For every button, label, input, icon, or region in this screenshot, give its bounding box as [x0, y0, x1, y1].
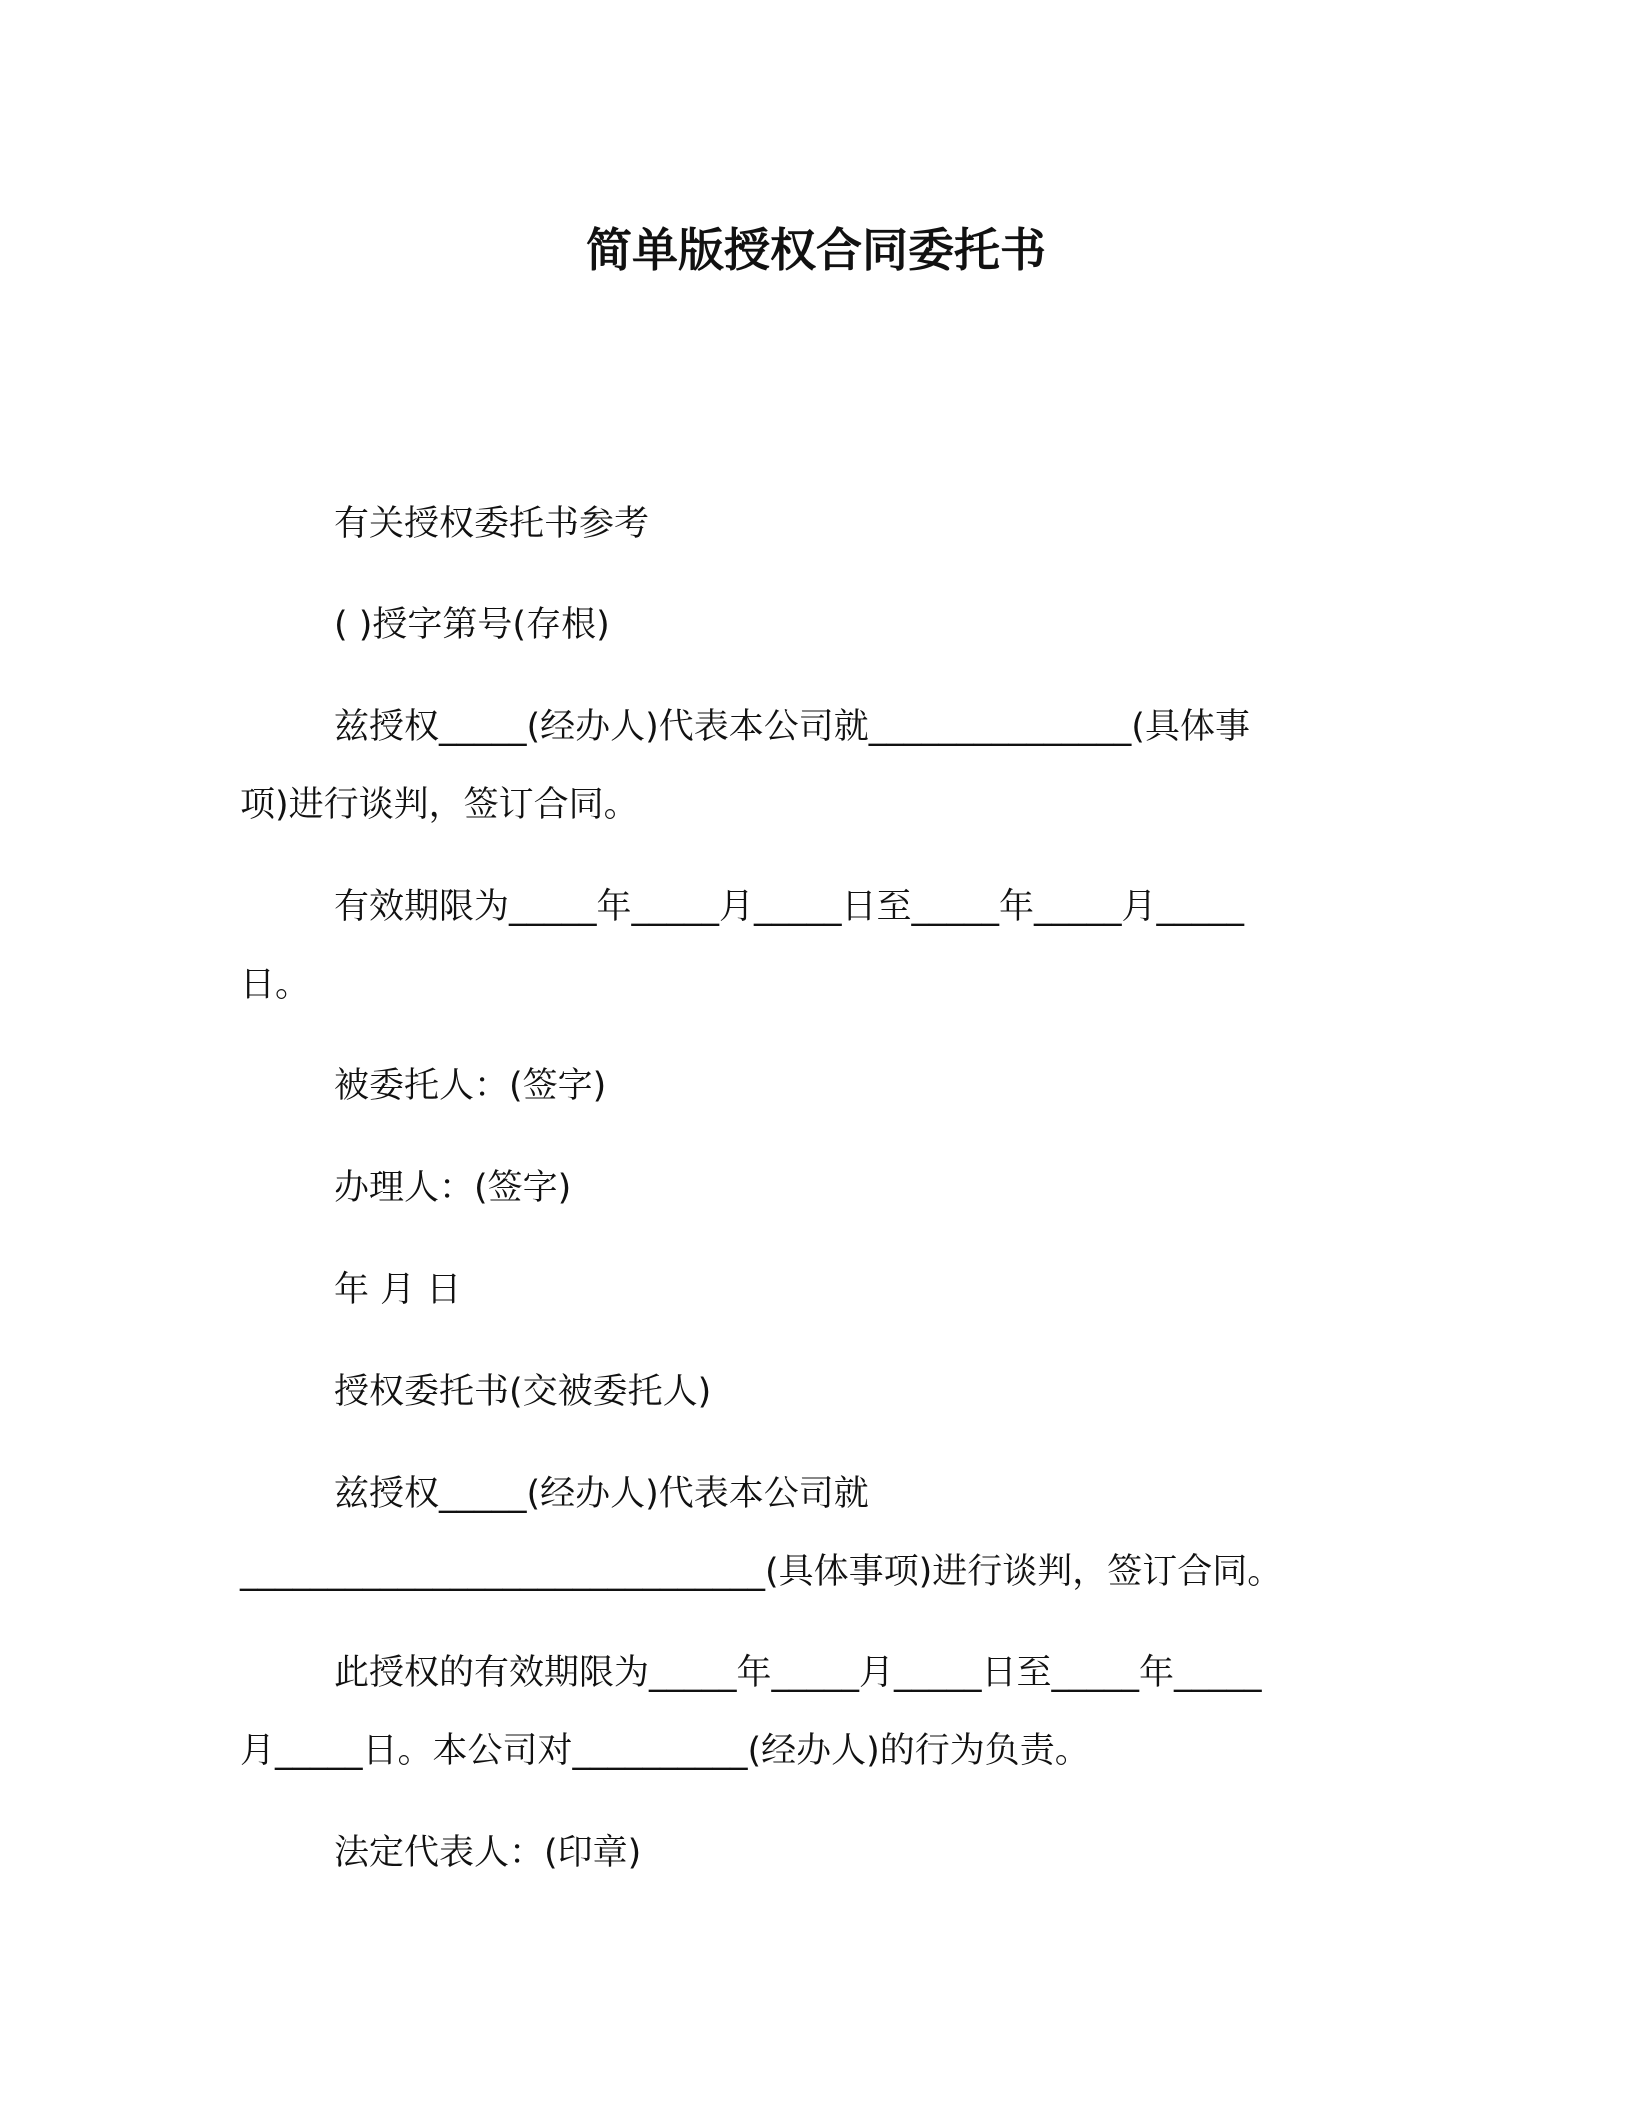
- paragraph-line: 办理人：(签字): [334, 1168, 572, 1208]
- paragraph-trustee-signature: [240, 1047, 1400, 1125]
- paragraph-date: [240, 1251, 1400, 1329]
- paragraph-authorization-letter: [240, 1455, 1400, 1611]
- paragraph-line: ______________________________(具体事项)进行谈判，签订合同。: [240, 1552, 1283, 1592]
- document-title: 简单版授权合同委托书: [586, 223, 1046, 277]
- paragraph-line: 此授权的有效期限为_____年_____月_____日至_____年_____: [334, 1653, 1262, 1693]
- paragraph-line: 兹授权_____(经办人)代表本公司就_______________(具体事: [334, 707, 1250, 747]
- paragraph-line: 月_____日。本公司对__________(经办人)的行为负责。: [240, 1731, 1090, 1771]
- paragraph-reference-heading: [240, 485, 1400, 563]
- paragraph-line: 授权委托书(交被委托人): [334, 1372, 712, 1412]
- paragraph-line: 日。: [240, 965, 311, 1005]
- paragraph-line: 被委托人：(签字): [334, 1066, 607, 1106]
- paragraph-line: 法定代表人：(印章): [334, 1833, 642, 1873]
- paragraph-validity-stub: [240, 868, 1400, 1024]
- paragraph-stub-number: [240, 586, 1400, 664]
- paragraph-line: 项)进行谈判，签订合同。: [240, 785, 639, 825]
- paragraph-line: 有效期限为_____年_____月_____日至_____年_____月_____: [334, 887, 1245, 927]
- paragraph-authorization-stub: [240, 688, 1400, 844]
- paragraph-letter-heading: [240, 1353, 1400, 1431]
- paragraph-validity-letter: [240, 1634, 1400, 1790]
- paragraph-line: 兹授权_____(经办人)代表本公司就: [334, 1474, 869, 1514]
- paragraph-line: 年 月 日: [334, 1270, 462, 1310]
- paragraph-legal-representative: [240, 1814, 1400, 1892]
- paragraph-line: 有关授权委托书参考: [334, 504, 650, 544]
- paragraph-line: ( )授字第号(存根): [334, 605, 610, 645]
- paragraph-handler-signature: [240, 1149, 1400, 1227]
